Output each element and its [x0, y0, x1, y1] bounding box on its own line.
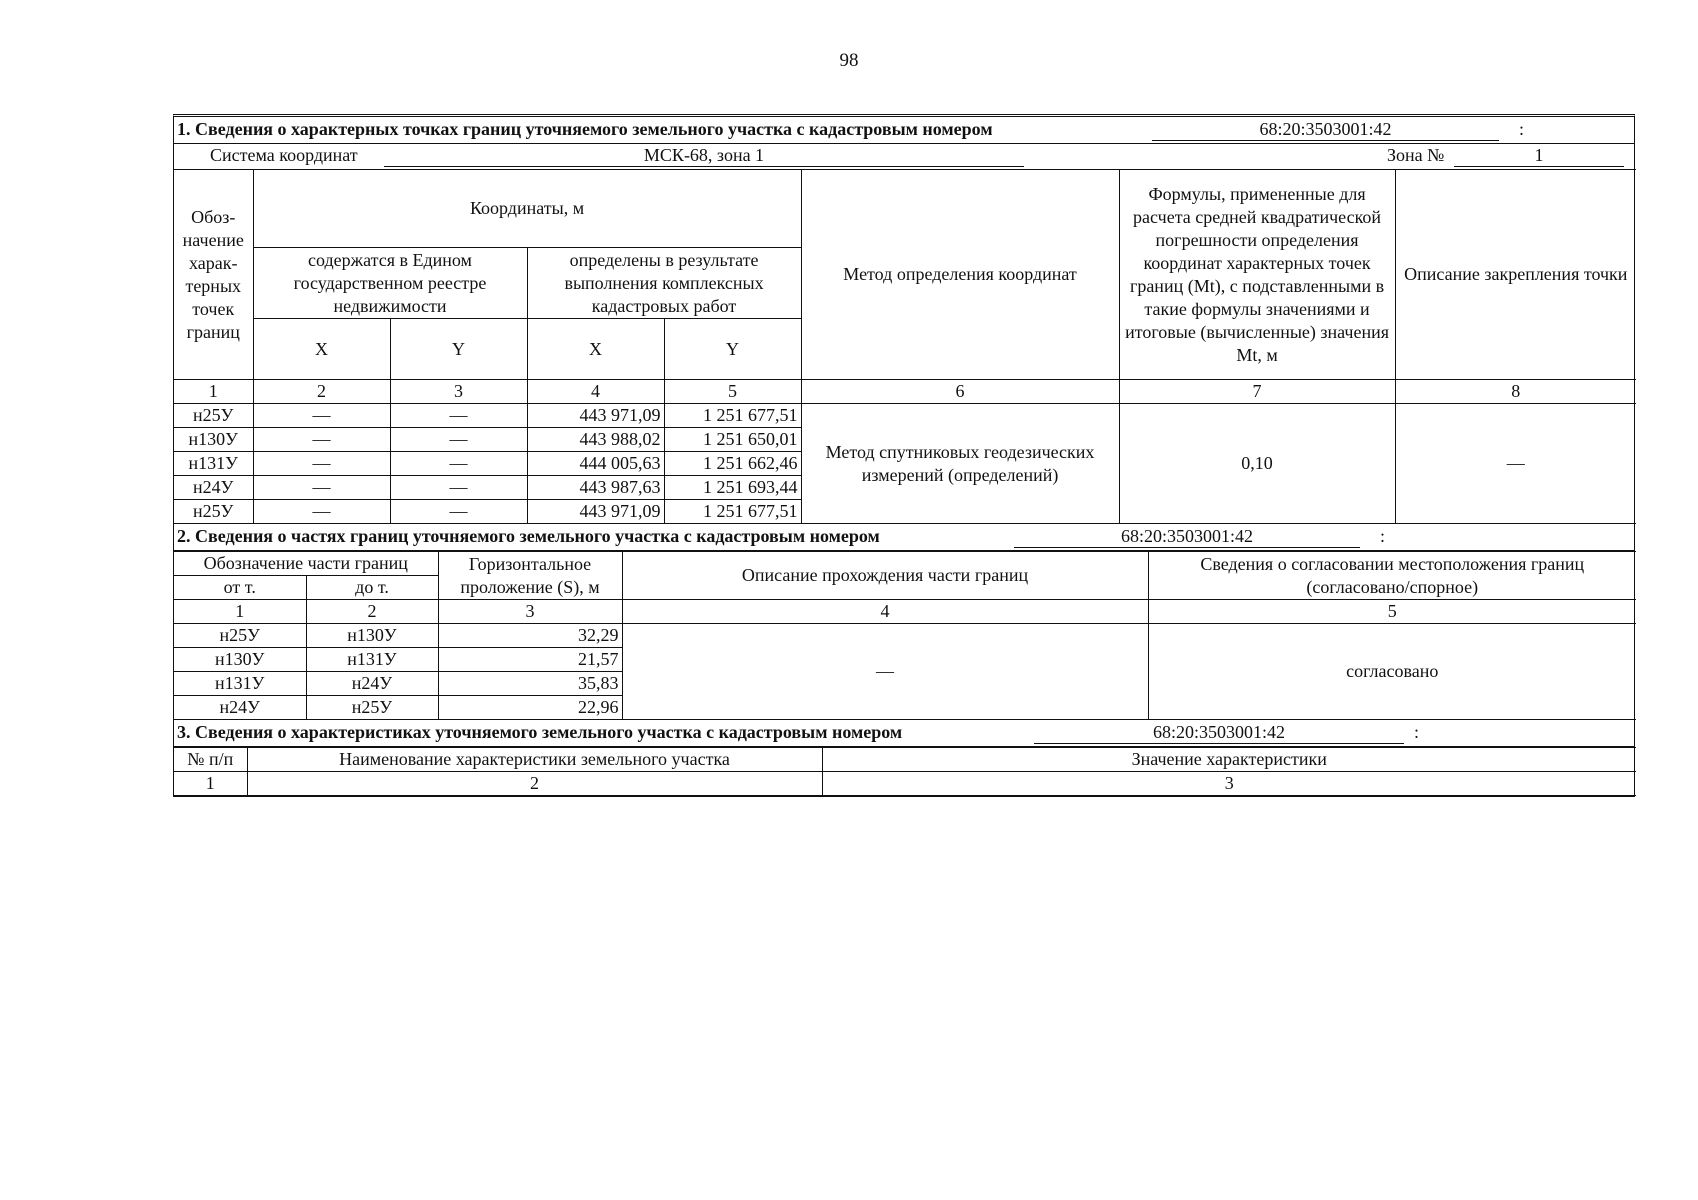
header-in-egrn: содержатся в Едином государственном реестре недвижимости	[253, 248, 527, 319]
header-formulas: Формулы, примененные для расчета средней квадратической погрешности определения координат характерных точек границ (Mt), с подставленными в такие формулы значениями и итоговые (вычисленные) значения Mt, м	[1119, 170, 1395, 380]
section2-cadastral-number: 68:20:3503001:42	[1014, 526, 1360, 548]
x-value: 443 971,09	[527, 500, 664, 524]
cadastral-sheet	[173, 114, 1635, 797]
x-egrn: —	[253, 404, 390, 428]
col-number: 1	[174, 600, 306, 624]
table-row	[174, 404, 1636, 428]
from-point: н131У	[174, 672, 306, 696]
point-id: н25У	[174, 404, 253, 428]
y-egrn: —	[390, 476, 527, 500]
page-number: 98	[839, 50, 859, 71]
parts-table	[174, 551, 1636, 720]
header-agreement: Сведения о согласовании местоположения границ (согласовано/спорное)	[1148, 552, 1636, 600]
x-value: 444 005,63	[527, 452, 664, 476]
column-numbers-row	[174, 772, 1636, 796]
x-value: 443 971,09	[527, 404, 664, 428]
section1-cadastral-number: 68:20:3503001:42	[1152, 119, 1499, 141]
section3-title: 3. Сведения о характеристиках уточняемого земельного участка с кадастровым номером	[177, 722, 903, 742]
horizontal-value: 32,29	[438, 624, 622, 648]
point-id: н25У	[174, 500, 253, 524]
section2-title: 2. Сведения о частях границ уточняемого земельного участка с кадастровым номером	[177, 526, 880, 546]
col-number: 3	[438, 600, 622, 624]
points-table	[174, 169, 1636, 524]
y-value: 1 251 693,44	[664, 476, 801, 500]
point-id: н24У	[174, 476, 253, 500]
col-number: 8	[1395, 380, 1636, 404]
col-number: 7	[1119, 380, 1395, 404]
header-part-designation: Обозначение части границ	[174, 552, 438, 576]
header-y: Y	[664, 319, 801, 380]
x-egrn: —	[253, 428, 390, 452]
col-number: 1	[174, 380, 253, 404]
agreement-value: согласовано	[1148, 624, 1636, 720]
horizontal-value: 35,83	[438, 672, 622, 696]
y-value: 1 251 650,01	[664, 428, 801, 452]
x-value: 443 988,02	[527, 428, 664, 452]
col-number: 2	[306, 600, 438, 624]
section3-cadastral-number: 68:20:3503001:42	[1034, 722, 1404, 744]
horizontal-value: 22,96	[438, 696, 622, 720]
section1-title: 1. Сведения о характерных точках границ уточняемого земельного участка с кадастровым номером	[177, 119, 993, 139]
header-to: до т.	[306, 576, 438, 600]
fixing-value: —	[1395, 404, 1636, 524]
section1-header	[174, 117, 1634, 144]
to-point: н25У	[306, 696, 438, 720]
x-egrn: —	[253, 476, 390, 500]
point-id: н131У	[174, 452, 253, 476]
x-value: 443 987,63	[527, 476, 664, 500]
header-y-egrn: Y	[390, 319, 527, 380]
col-number: 4	[622, 600, 1148, 624]
col-number: 2	[247, 772, 822, 796]
y-egrn: —	[390, 500, 527, 524]
header-determined: определены в результате выполнения комплексных кадастровых работ	[527, 248, 801, 319]
header-x: X	[527, 319, 664, 380]
y-egrn: —	[390, 428, 527, 452]
point-id: н130У	[174, 428, 253, 452]
table-row	[174, 624, 1636, 648]
header-method: Метод определения координат	[801, 170, 1119, 380]
col-number: 1	[174, 772, 247, 796]
x-egrn: —	[253, 500, 390, 524]
col-number: 5	[664, 380, 801, 404]
header-designation: Обоз-начение харак-терных точек границ	[174, 170, 253, 380]
zone-label: Зона №	[1387, 145, 1445, 165]
col-number: 5	[1148, 600, 1636, 624]
header-from: от т.	[174, 576, 306, 600]
section1-colon: :	[1519, 119, 1525, 139]
characteristics-table	[174, 747, 1636, 796]
header-name: Наименование характеристики земельного участка	[247, 748, 822, 772]
section3-header	[174, 720, 1634, 747]
y-value: 1 251 677,51	[664, 404, 801, 428]
from-point: н130У	[174, 648, 306, 672]
coord-system-label: Система координат	[210, 145, 358, 165]
col-number: 3	[822, 772, 1636, 796]
horizontal-value: 21,57	[438, 648, 622, 672]
y-value: 1 251 662,46	[664, 452, 801, 476]
coord-system-value: МСК-68, зона 1	[384, 145, 1024, 167]
col-number: 3	[390, 380, 527, 404]
section2-header	[174, 524, 1634, 551]
column-numbers-row	[174, 380, 1636, 404]
method-value: Метод спутниковых геодезических измерений (определений)	[801, 404, 1119, 524]
section3-colon: :	[1414, 722, 1420, 742]
header-index: № п/п	[174, 748, 247, 772]
column-numbers-row	[174, 600, 1636, 624]
mt-value: 0,10	[1119, 404, 1395, 524]
from-point: н24У	[174, 696, 306, 720]
to-point: н130У	[306, 624, 438, 648]
header-value: Значение характеристики	[822, 748, 1636, 772]
y-egrn: —	[390, 404, 527, 428]
x-egrn: —	[253, 452, 390, 476]
header-fixing: Описание закрепления точки	[1395, 170, 1636, 380]
section2-colon: :	[1380, 526, 1386, 546]
header-x-egrn: X	[253, 319, 390, 380]
to-point: н131У	[306, 648, 438, 672]
header-coordinates: Координаты, м	[253, 170, 801, 248]
description-value: —	[622, 624, 1148, 720]
to-point: н24У	[306, 672, 438, 696]
y-value: 1 251 677,51	[664, 500, 801, 524]
zone-value: 1	[1454, 145, 1624, 167]
y-egrn: —	[390, 452, 527, 476]
col-number: 4	[527, 380, 664, 404]
coord-system-row	[174, 144, 1634, 169]
header-description: Описание прохождения части границ	[622, 552, 1148, 600]
header-horizontal: Горизонтальное проложение (S), м	[438, 552, 622, 600]
col-number: 2	[253, 380, 390, 404]
from-point: н25У	[174, 624, 306, 648]
col-number: 6	[801, 380, 1119, 404]
